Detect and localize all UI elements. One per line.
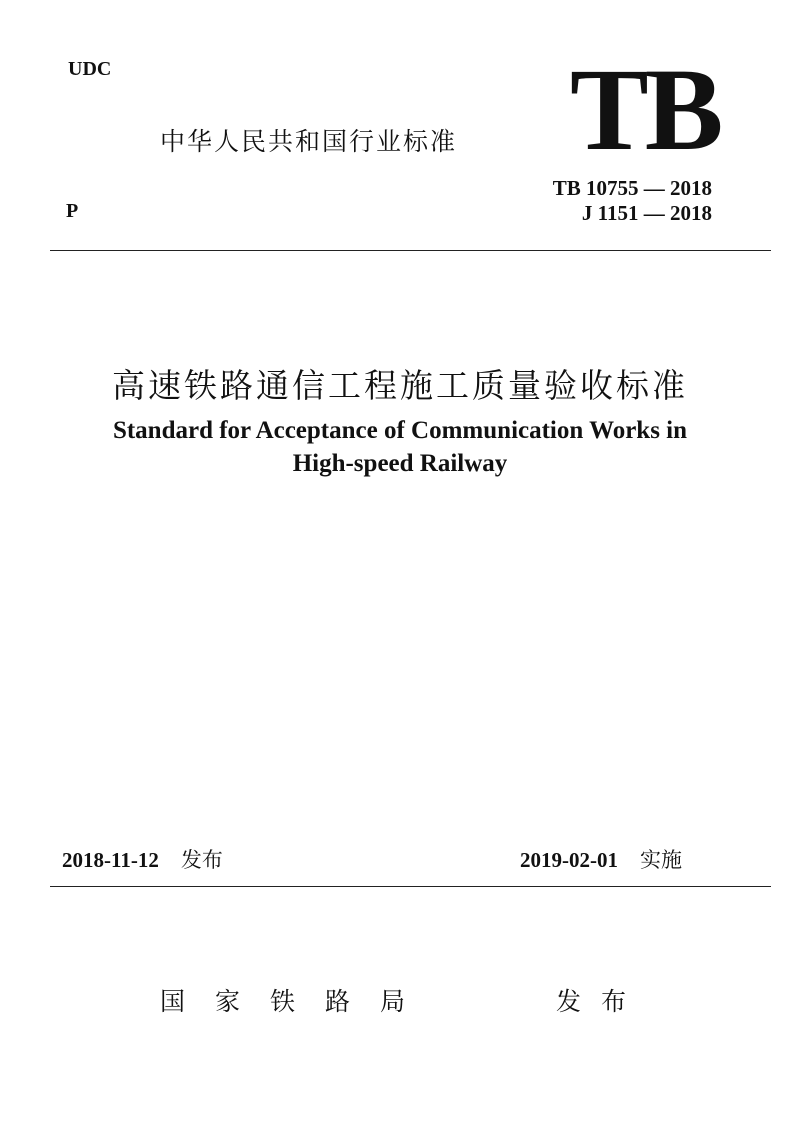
implement-label: 实施 — [640, 848, 682, 872]
title-chinese: 高速铁路通信工程施工质量验收标准 — [112, 366, 688, 405]
standard-numbers — [553, 176, 712, 226]
publish-label: 发布 — [556, 987, 647, 1016]
issue-label: 发布 — [180, 848, 223, 872]
tb-logo: TB — [570, 44, 720, 175]
implement-date: 2019-02-01 — [520, 848, 618, 872]
bottom-divider — [50, 886, 771, 887]
publisher-name: 国家铁路局 — [160, 987, 436, 1016]
standard-number-tb: TB 10755 — 2018 — [552, 176, 712, 200]
issue-date-line — [62, 844, 223, 874]
standard-number-j: J 1151 — 2018 — [581, 201, 712, 225]
implement-date-line — [520, 844, 682, 874]
udc-label: UDC — [68, 58, 112, 80]
title-english — [0, 414, 800, 480]
issue-date: 2018-11-12 — [62, 848, 159, 872]
industry-standard-heading: 中华人民共和国行业标准 — [160, 127, 458, 156]
classification-code: P — [66, 200, 79, 222]
top-divider — [50, 250, 771, 251]
title-english-line-2: High-speed Railway — [292, 450, 508, 477]
title-english-line-1: Standard for Acceptance of Communication Works in — [112, 417, 688, 444]
